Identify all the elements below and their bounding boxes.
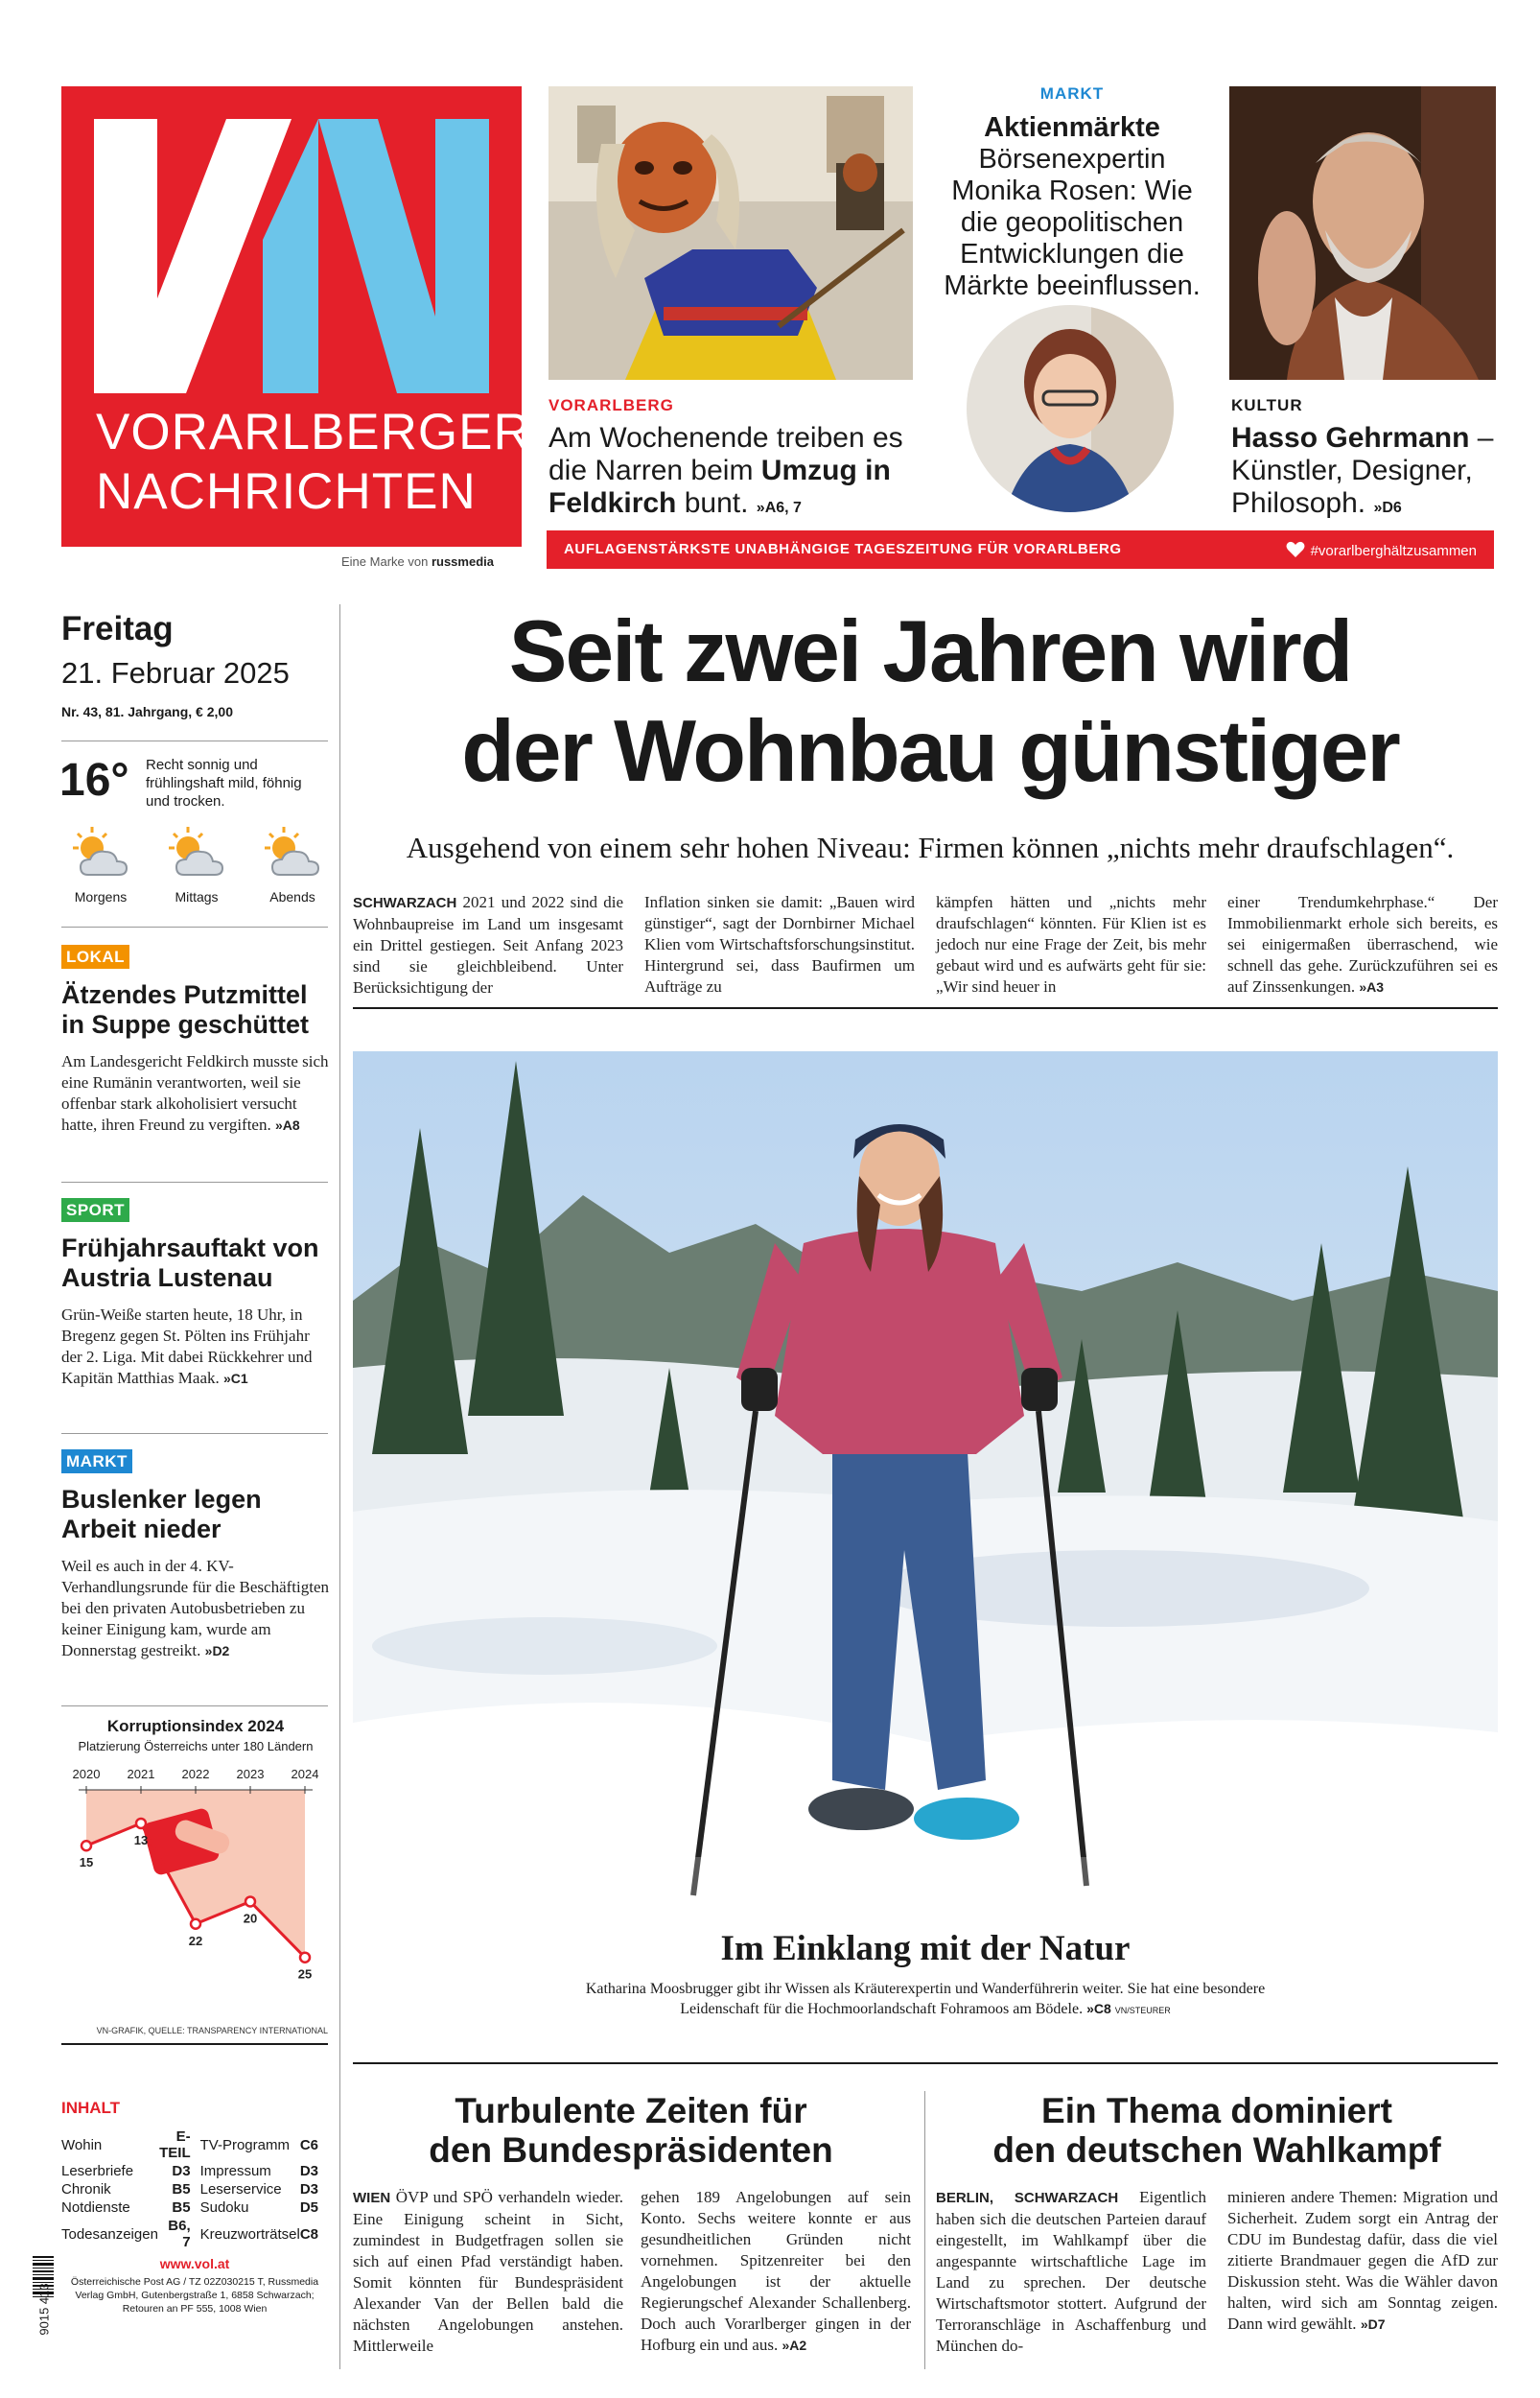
issue-weekday: Freitag xyxy=(61,610,174,647)
inhalt-page: D3 xyxy=(299,2163,318,2179)
teaser-kultur-ref[interactable]: »D6 xyxy=(1373,500,1402,516)
story-headline: Buslenker legen Arbeit nieder xyxy=(61,1485,262,1543)
story-ref[interactable]: »C1 xyxy=(223,1371,248,1386)
inhalt-section: Chronik xyxy=(61,2181,111,2198)
left-story-sport[interactable] xyxy=(61,1201,330,1389)
photo-title: Im Einklang mit der Natur xyxy=(720,1929,1131,1968)
story-ref[interactable]: »A8 xyxy=(274,1117,300,1133)
bottom-story-2-col-1 xyxy=(936,2187,1206,2357)
inhalt-title: INHALT xyxy=(61,2099,121,2117)
lead-headline-line1: Seit zwei Jahren wird xyxy=(508,603,1352,700)
teaser-vorarlberg-kicker: VORARLBERG xyxy=(548,396,674,414)
teaser-markt-kicker: MARKT xyxy=(1039,84,1105,103)
story-ref[interactable]: »A2 xyxy=(782,2338,807,2353)
chart-data-label: 13 xyxy=(133,1832,149,1847)
inhalt-row xyxy=(61,2198,328,2217)
weather-temp: 16° xyxy=(59,755,129,806)
lead-subhead: Ausgehend von einem sehr hohen Niveau: Firmen können „nichts mehr draufschlagen“. xyxy=(406,831,1455,864)
issue-date: 21. Februar 2025 xyxy=(61,656,290,690)
partly-cloudy-icon xyxy=(163,825,230,881)
inhalt-row xyxy=(61,2217,328,2251)
teaser-vorarlberg-tail: bunt. xyxy=(684,487,749,519)
story-col-text: Eigentlich haben sich die deutschen Parteien darauf eingestellt, im Wahlkampf über die angespannte wirtschaftliche Lage im Land zu sprechen. Der deutsche Wirtschaftsmotor stottert. Aufgrund der Terroranschläge in Aschaffenburg und München do- xyxy=(936,2188,1206,2355)
chart-source: VN-GRAFIK, QUELLE: TRANSPARENCY INTERNATIONAL xyxy=(96,2026,328,2035)
tagline-banner xyxy=(547,530,1494,569)
inhalt-page: D5 xyxy=(299,2199,318,2216)
bottom-story-1-headline[interactable] xyxy=(353,2091,909,2170)
chart-data-label: 20 xyxy=(243,1911,258,1926)
teaser-kultur-name: Hasso Gehrmann xyxy=(1231,422,1470,454)
inhalt-section: Wohin xyxy=(61,2136,103,2153)
heart-icon xyxy=(1286,541,1305,562)
chart-x-tick-label: 2021 xyxy=(127,1767,155,1781)
chart-point xyxy=(300,1953,310,1963)
story-col-text: ÖVP und SPÖ verhandeln wieder. Eine Einigung scheint in Sicht, zumindest in Budgetfragen sollen sie sich auf einen Pfad verständigt haben. Somit könnten für Bundespräsident Alexander Van der Bellen bald die nächsten Angelobungen anstehen. Mittlerweile xyxy=(353,2188,624,2355)
story-tag: SPORT xyxy=(61,1198,129,1222)
divider xyxy=(61,1705,328,1706)
teaser-kultur-kicker: KULTUR xyxy=(1231,396,1303,414)
inhalt-page: D3 xyxy=(299,2181,318,2198)
chart-data-label: 15 xyxy=(79,1855,94,1870)
inhalt-section: Sudoku xyxy=(199,2199,249,2216)
inhalt-page: C6 xyxy=(299,2136,318,2153)
photo-caption: Katharina Moosbrugger gibt ihr Wissen als Kräuterexpertin und Wanderführerin weiter. Sie hat eine besondere Leidenschaft für die Hochmoorlandschaft Fohramoos am Bödele. xyxy=(585,1981,1266,2017)
lead-col-4 xyxy=(1227,892,1498,998)
column-divider xyxy=(924,2091,925,2369)
bottom-story-1-col-2 xyxy=(641,2187,911,2356)
carnival-photo xyxy=(548,86,913,380)
teaser-markt-title: Aktienmärkte xyxy=(984,112,1160,143)
story-ref[interactable]: »D7 xyxy=(1360,2316,1386,2332)
logo-line-2: NACHRICHTEN xyxy=(96,463,477,520)
story-dateline: BERLIN, SCHWARZACH xyxy=(936,2190,1119,2206)
headline-line2: den Bundespräsidenten xyxy=(429,2130,833,2170)
divider xyxy=(353,2062,1498,2064)
teaser-vorarlberg-ref[interactable]: »A6, 7 xyxy=(756,500,802,516)
chart-plot xyxy=(61,1757,330,2026)
chart-title: Korruptionsindex 2024 xyxy=(106,1717,285,1735)
teaser-kultur-text: – Künstler, Designer, Philosoph. xyxy=(1231,422,1494,519)
barcode-number: 9015 413 xyxy=(36,2283,52,2336)
teaser-markt-text: Börsenexpertin Monika Rosen: Wie die geopolitischen Entwicklungen die Märkte beeinflussen. xyxy=(944,144,1201,301)
chart-point xyxy=(82,1841,91,1850)
lead-col-1 xyxy=(353,892,623,999)
teaser-vorarlberg[interactable] xyxy=(548,422,913,525)
headline-line1: Ein Thema dominiert xyxy=(1041,2091,1392,2130)
inhalt-page: C8 xyxy=(299,2225,318,2243)
lead-col-text: Inflation sinken sie damit: „Bauen wird günstiger“, sagt der Dornbirner Michael Klien vom Wirtschaftsforschungsinstitut. Hintergrund sei, dass Baufirmen um Aufträge zu xyxy=(644,893,915,996)
inhalt-page: D3 xyxy=(172,2163,191,2179)
story-tag: MARKT xyxy=(61,1449,132,1473)
brand-name: russmedia xyxy=(431,554,494,569)
inhalt-section: Impressum xyxy=(199,2163,271,2179)
inhalt-section: TV-Programm xyxy=(199,2136,290,2153)
teaser-markt[interactable] xyxy=(932,111,1212,338)
headline-line2: den deutschen Wahlkampf xyxy=(992,2130,1441,2170)
weather-forecast xyxy=(58,825,336,911)
left-story-lokal[interactable] xyxy=(61,948,330,1136)
imprint-text: Österreichische Post AG / TZ 02Z030215 T, Russmedia Verlag GmbH, Gutenbergstraße 1, 6858 Schwarzach; Retouren an PF 555, 1008 Wien xyxy=(70,2276,319,2315)
story-headline: Frühjahrsauftakt von Austria Lustenau xyxy=(61,1234,319,1292)
hashtag-text: #vorarlberghältzusammen xyxy=(1310,543,1477,559)
teaser-vorarlberg-bold: Umzug in Feldkirch xyxy=(548,455,891,519)
inhalt-page: E-TEIL xyxy=(159,2128,191,2161)
chart-data-label: 22 xyxy=(188,1933,203,1948)
snowshoe-photo xyxy=(353,1051,1498,2022)
inhalt-row xyxy=(61,2162,328,2180)
divider xyxy=(61,927,328,928)
headline-line1: Turbulente Zeiten für xyxy=(455,2091,807,2130)
divider xyxy=(61,1433,328,1434)
partly-cloudy-icon xyxy=(67,825,134,881)
story-tag: LOKAL xyxy=(61,945,129,969)
banner-tagline: AUFLAGENSTÄRKSTE UNABHÄNGIGE TAGESZEITUNG FÜR VORARLBERG xyxy=(564,541,1122,557)
banner-hashtag[interactable] xyxy=(1286,541,1477,562)
story-text: Am Landesgericht Feldkirch musste sich eine Rumänin verantworten, weil sie offenbar stark alkoholisiert versucht hatte, ihren Freund zu vergiften. xyxy=(61,1052,329,1134)
brand-prefix: Eine Marke von xyxy=(341,554,429,569)
story-headline: Ätzendes Putzmittel in Suppe geschüttet xyxy=(61,980,310,1039)
inhalt-section: Notdienste xyxy=(61,2199,130,2216)
chart-point xyxy=(136,1819,146,1828)
issue-meta: Nr. 43, 81. Jahrgang, € 2,00 xyxy=(61,704,233,719)
chart-x-tick-label: 2024 xyxy=(291,1767,319,1781)
weather-slot-morning xyxy=(58,825,144,905)
teaser-vorarlberg-text: Am Wochenende treiben es die Narren beim xyxy=(548,422,903,486)
lead-col-text: einer Trendumkehrphase.“ Der Immobilienmarkt erhole sich bereits, es sei einigermaßen überraschend, wie schnell das gehe. Zurückzuführen sei es auf Zinssenkungen. xyxy=(1227,893,1498,996)
inhalt-row xyxy=(61,2128,328,2162)
lead-ref[interactable]: »A3 xyxy=(1359,979,1385,995)
inhalt-page: B5 xyxy=(172,2199,191,2216)
hasso-gehrmann-photo xyxy=(1229,86,1496,380)
inhalt-section: Kreuzworträtsel xyxy=(199,2225,300,2243)
monika-rosen-portrait xyxy=(967,305,1174,512)
story-text: Grün-Weiße starten heute, 18 Uhr, in Bregenz gegen St. Pölten ins Frühjahr der 2. Liga. Mit dabei Rückkehrer und Kapitän Matthias Maak. xyxy=(61,1305,313,1387)
weather-slot-evening xyxy=(249,825,336,905)
bottom-story-2-col-2 xyxy=(1227,2187,1498,2335)
bottom-story-2-headline[interactable] xyxy=(936,2091,1498,2170)
lead-col-text: 2021 und 2022 sind die Wohnbaupreise im Land um insgesamt ein Drittel gestiegen. Seit Anfang 2023 sind sie gleichbleibend. Unter Berücksichtigung der xyxy=(353,893,624,997)
masthead-logo xyxy=(61,86,531,547)
lead-col-3 xyxy=(936,892,1206,998)
partly-cloudy-icon xyxy=(259,825,326,881)
inhalt-page: B6, 7 xyxy=(168,2218,191,2250)
photo-caption-box xyxy=(353,1928,1498,2021)
story-dateline: WIEN xyxy=(353,2190,391,2206)
story-col-text: minieren andere Themen: Migration und Sicherheit. Zudem sorgt ein Antrag der CDU im Bundestag dafür, dass die viel zitierte Brandmauer gegen die AfD zur Diskussion steht. Was die Wähler davon halten, wird sich am Sonntag zeigen. Dann wird gewählt. xyxy=(1227,2188,1498,2333)
photo-ref[interactable]: »C8 xyxy=(1086,2001,1111,2016)
chart-subtitle: Platzierung Österreichs unter 180 Ländern xyxy=(78,1739,314,1753)
inhalt-table xyxy=(61,2128,328,2251)
divider xyxy=(353,1007,1498,1009)
lead-col-text: kämpfen hätten und „nichts mehr draufschlagen“ könnten. Für Klien ist es jedoch nur eine Frage der Zeit, bis mehr gebaut wird und es aufwärts geht für sie: „Wir sind heuer in xyxy=(936,893,1206,996)
photo-credit: VN/STEURER xyxy=(1114,2006,1171,2015)
web-link[interactable]: www.vol.at xyxy=(159,2256,230,2271)
chart-x-tick-label: 2022 xyxy=(181,1767,210,1781)
left-story-markt[interactable] xyxy=(61,1452,330,1661)
weather-slot-label: Morgens xyxy=(74,889,128,905)
inhalt-section: Leserbriefe xyxy=(61,2163,134,2179)
chart-point xyxy=(245,1896,255,1906)
teaser-kultur[interactable] xyxy=(1231,422,1496,525)
corruption-chart xyxy=(61,1717,330,2034)
inhalt-page: B5 xyxy=(172,2181,191,2198)
lead-headline-line2: der Wohnbau günstiger xyxy=(461,703,1399,800)
story-col-text: gehen 189 Angelobungen auf sein Konto. Sechs weitere konnte er aus gesundheitlichen Gründen nicht vornehmen. Spitzenreiter bei den Angelobungen ist der aktuelle Regierungschef Alexander Schallenberg. Doch auch Vorarlberger gingen in der Hofburg ein und aus. xyxy=(641,2188,911,2354)
inhalt-row xyxy=(61,2180,328,2198)
imprint-box xyxy=(33,2256,328,2352)
logo-line-1: VORARLBERGER xyxy=(96,404,531,460)
inhalt-section: Todesanzeigen xyxy=(61,2225,158,2243)
divider xyxy=(61,2043,328,2045)
inhalt-section: Leserservice xyxy=(199,2181,282,2198)
lead-col-2 xyxy=(644,892,915,998)
brand-line xyxy=(341,554,494,569)
story-ref[interactable]: »D2 xyxy=(204,1643,230,1658)
chart-x-tick-label: 2020 xyxy=(72,1767,101,1781)
lead-dateline: SCHWARZACH xyxy=(353,895,457,911)
weather-slot-label: Mittags xyxy=(175,889,219,905)
bottom-story-1-col-1 xyxy=(353,2187,623,2357)
chart-point xyxy=(191,1919,200,1929)
weather-desc: Recht sonnig und frühlingshaft mild, föhnig und trocken. xyxy=(146,757,302,810)
chart-data-label: 25 xyxy=(297,1966,313,1982)
weather-slot-label: Abends xyxy=(269,889,315,905)
lead-headline[interactable] xyxy=(355,602,1505,802)
chart-x-tick-label: 2023 xyxy=(236,1767,265,1781)
weather-slot-noon xyxy=(153,825,240,905)
story-text: Weil es auch in der 4. KV-Verhandlungsrunde für die Beschäftigten bei den privaten Autobusbetrieben zu keiner Einigung kam, wurde am Donnerstag gestreikt. xyxy=(61,1557,329,1659)
divider xyxy=(61,1182,328,1183)
column-divider xyxy=(339,604,340,2369)
